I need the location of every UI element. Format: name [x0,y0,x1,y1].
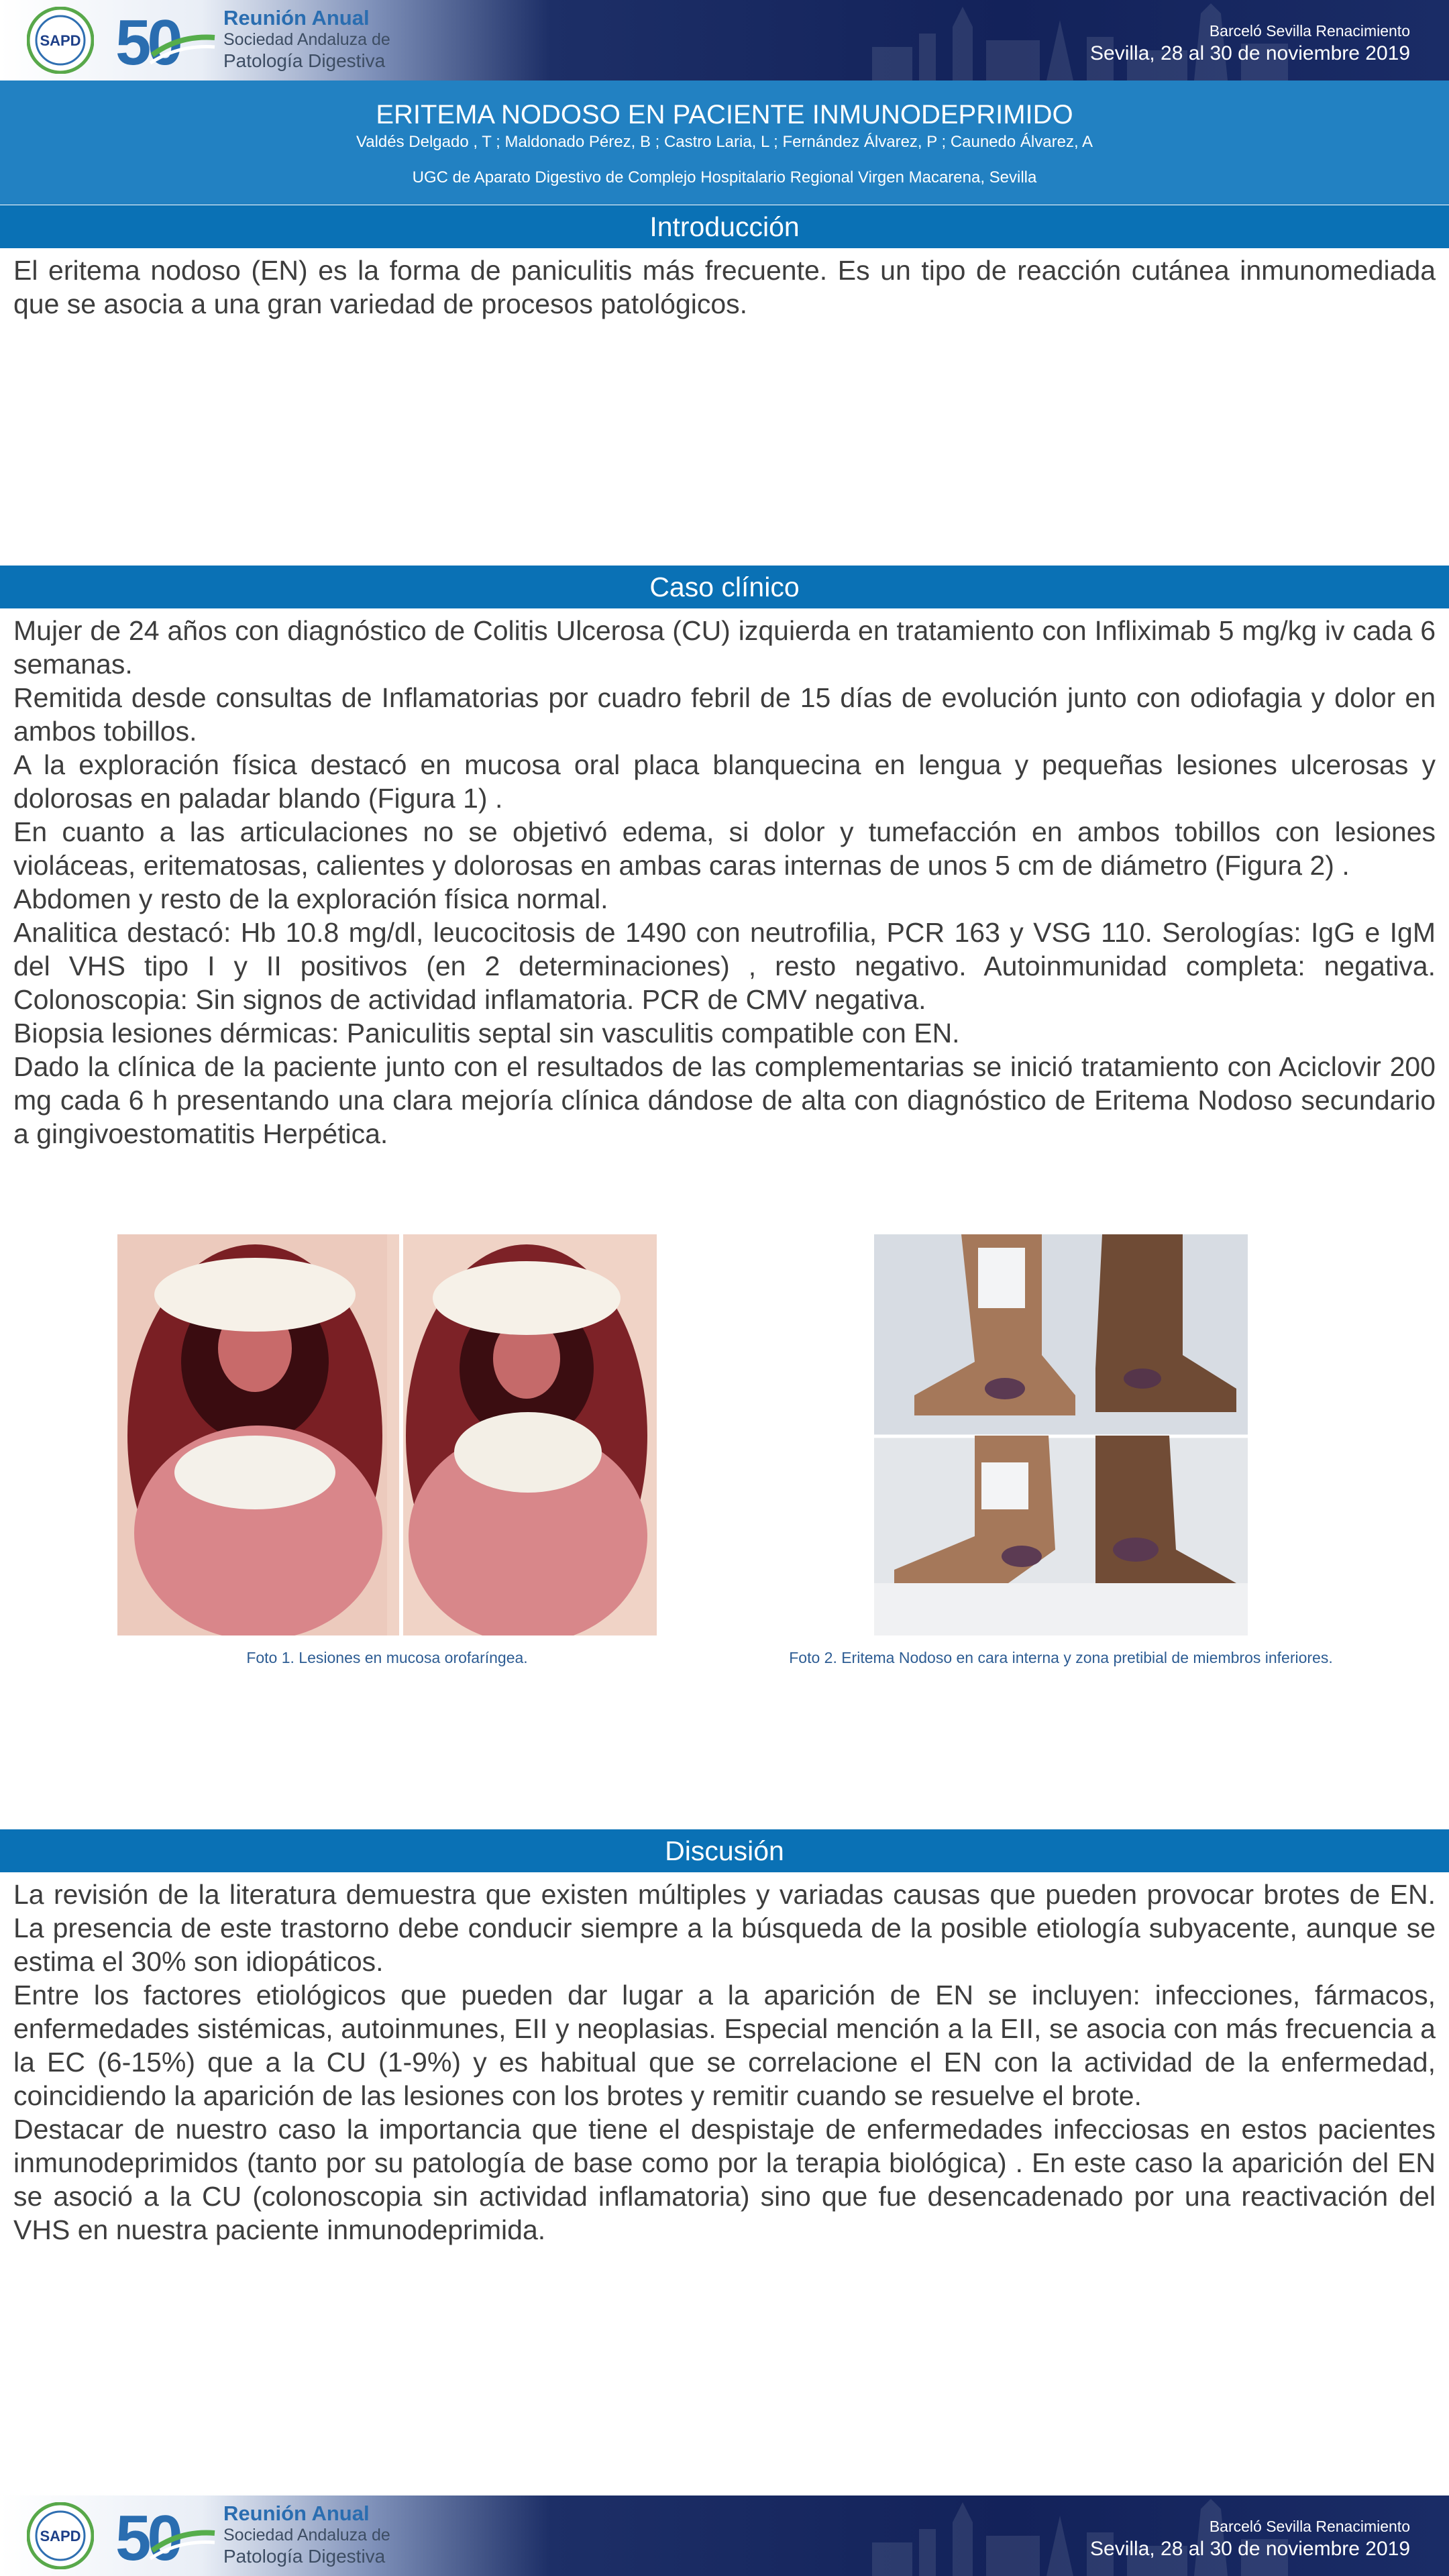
paragraph: Abdomen y resto de la exploración física normal. [13,883,608,914]
paragraph: Destacar de nuestro caso la importancia que tiene el despistaje de enfermedades infecciosas en estos pacientes inmunodeprimidos (tanto por su patología de base como por la terapia biológica) . En este caso la aparición del EN se asoció a la CU (colonoscopia sin actividad inflamatoria) sino que fue desencadenado por una reactivación del VHS en nuestra paciente inmunodeprimida. [13,2114,1436,2245]
authors: Valdés Delgado , T ; Maldonado Pérez, B ; Castro Laria, L ; Fernández Álvarez, P ; Caunedo Álvarez, A [356,133,1093,151]
venue-info [1090,20,1410,66]
paragraph: Biopsia lesiones dérmicas: Paniculitis septal sin vasculitis compatible con EN. [13,1018,960,1049]
section-heading-intro: Introducción [0,205,1449,248]
banner-watermark: ⁠ ⁠ ⁠ ⁠ ⁠ ⁠ ⁠ ⁠ ⁠ ⁠ ⁠ ⁠ ⁠ ⁠ ⁠ ⁠ ⁠ ⁠ ⁠ ⁠ ⁠ ⁠ [349,1,483,23]
fifty-anniversary-logo [115,8,216,72]
sapd-logo [27,2502,94,2569]
society-name [223,2502,398,2567]
legs-photo-illustration [874,1234,1248,1635]
photo-oral-lesions [117,1234,657,1635]
sapd-logo [27,7,94,74]
paragraph: Mujer de 24 años con diagnóstico de Colitis Ulcerosa (CU) izquierda en tratamiento con Infliximab 5 mg/kg iv cada 6 semanas. [13,615,1436,680]
society-line: Patología Digestiva [223,2546,386,2567]
venue-name: Barceló Sevilla Renacimiento [1209,22,1410,40]
society-line: Sociedad Andaluza de [223,30,390,49]
title-band [0,80,1449,205]
svg-text:50: 50 [115,2504,179,2568]
footer-banner [0,2496,1449,2576]
svg-text:SAPD: SAPD [40,32,81,49]
society-line: Sociedad Andaluza de [223,2526,390,2544]
paragraph: Dado la clínica de la paciente junto con el resultados de las complementarias se inició tratamiento con Aciclovir 200 mg cada 6 h presentando una clara mejoría clínica dándose de alta con diagnóstico de Eritema Nodoso secundario a gingivoestomatitis Herpética. [13,1051,1436,1149]
paragraph: Entre los factores etiológicos que pueden dar lugar a la aparición de EN se incluyen: infecciones, fármacos, enfermedades sistémicas, autoinmunes, EII y neoplasias. Especial mención a la EII, se asocia con más frecuencia a la EC (6-15%) que a la CU (1-9%) y es habitual que se correlacione el EN con la actividad de la enfermedad, coincidiendo la aparición de las lesiones con los brotes y remitir cuando se resuelve el brote. [13,1980,1436,2111]
affiliation: UGC de Aparato Digestivo de Complejo Hospitalario Regional Virgen Macarena, Sevilla [412,168,1037,186]
header-banner [0,0,1449,80]
paragraph: A la exploración física destacó en mucosa oral placa blanquecina en lengua y pequeñas lesiones ulcerosas y dolorosas en paladar blando (Figura 1) . [13,749,1436,814]
svg-text:50: 50 [115,8,179,72]
section-heading-discussion: Discusión [0,1829,1449,1872]
society-name [223,7,398,72]
oral-photo-illustration [117,1234,657,1635]
paragraph: En cuanto a las articulaciones no se objetivó edema, si dolor y tumefacción en ambos tobillos con lesiones violáceas, eritematosas, calientes y dolorosas en ambas caras internas de unos 5 cm de diámetro (Figura 2) . [13,816,1436,881]
case-text [13,614,1436,1150]
photo2-caption: Foto 2. Eritema Nodoso en cara interna y zona pretibial de miembros inferiores. [789,1649,1333,1666]
discussion-text [13,1878,1436,2247]
intro-text [13,254,1436,321]
venue-info [1090,2516,1410,2561]
paragraph: La revisión de la literatura demuestra que existen múltiples y variadas causas que pueden provocar brotes de EN. La presencia de este trastorno debe conducir siempre a la búsqueda de la posible etiología subyacente, aunque se estima el 30% son idiopáticos. [13,1879,1436,1977]
paragraph: Remitida desde consultas de Inflamatorias por cuadro febril de 15 días de evolución junto con odiofagia y dolor en ambos tobillos. [13,682,1436,747]
photo1-caption: Foto 1. Lesiones en mucosa orofaríngea. [246,1649,528,1666]
venue-dates: Sevilla, 28 al 30 de noviembre 2019 [1090,2538,1410,2560]
paragraph: El eritema nodoso (EN) es la forma de paniculitis más frecuente. Es un tipo de reacción cutánea inmunomediada que se asocia a una gran variedad de procesos patológicos. [13,255,1436,319]
section-heading-case: Caso clínico [0,566,1449,608]
fifty-anniversary-logo [115,2504,216,2568]
society-line: Patología Digestiva [223,50,386,71]
venue-dates: Sevilla, 28 al 30 de noviembre 2019 [1090,42,1410,64]
meeting-name: Reunión Anual [223,6,370,30]
paragraph: Analitica destacó: Hb 10.8 mg/dl, leucocitosis de 1490 con neutrofilia, PCR 163 y VSG 110. Serologías: IgG e IgM del VHS tipo I y II positivos (en 2 determinaciones) , resto negativo. Autoinmunidad completa: negativa. Colonoscopia: Sin signos de actividad inflamatoria. PCR de CMV negativa. [13,917,1436,1015]
poster-title: ERITEMA NODOSO EN PACIENTE INMUNODEPRIMIDO [376,100,1073,129]
svg-text:SAPD: SAPD [40,2528,81,2544]
photo-erythema-nodosum [874,1234,1248,1635]
meeting-name: Reunión Anual [223,2502,370,2525]
venue-name: Barceló Sevilla Renacimiento [1209,2518,1410,2535]
